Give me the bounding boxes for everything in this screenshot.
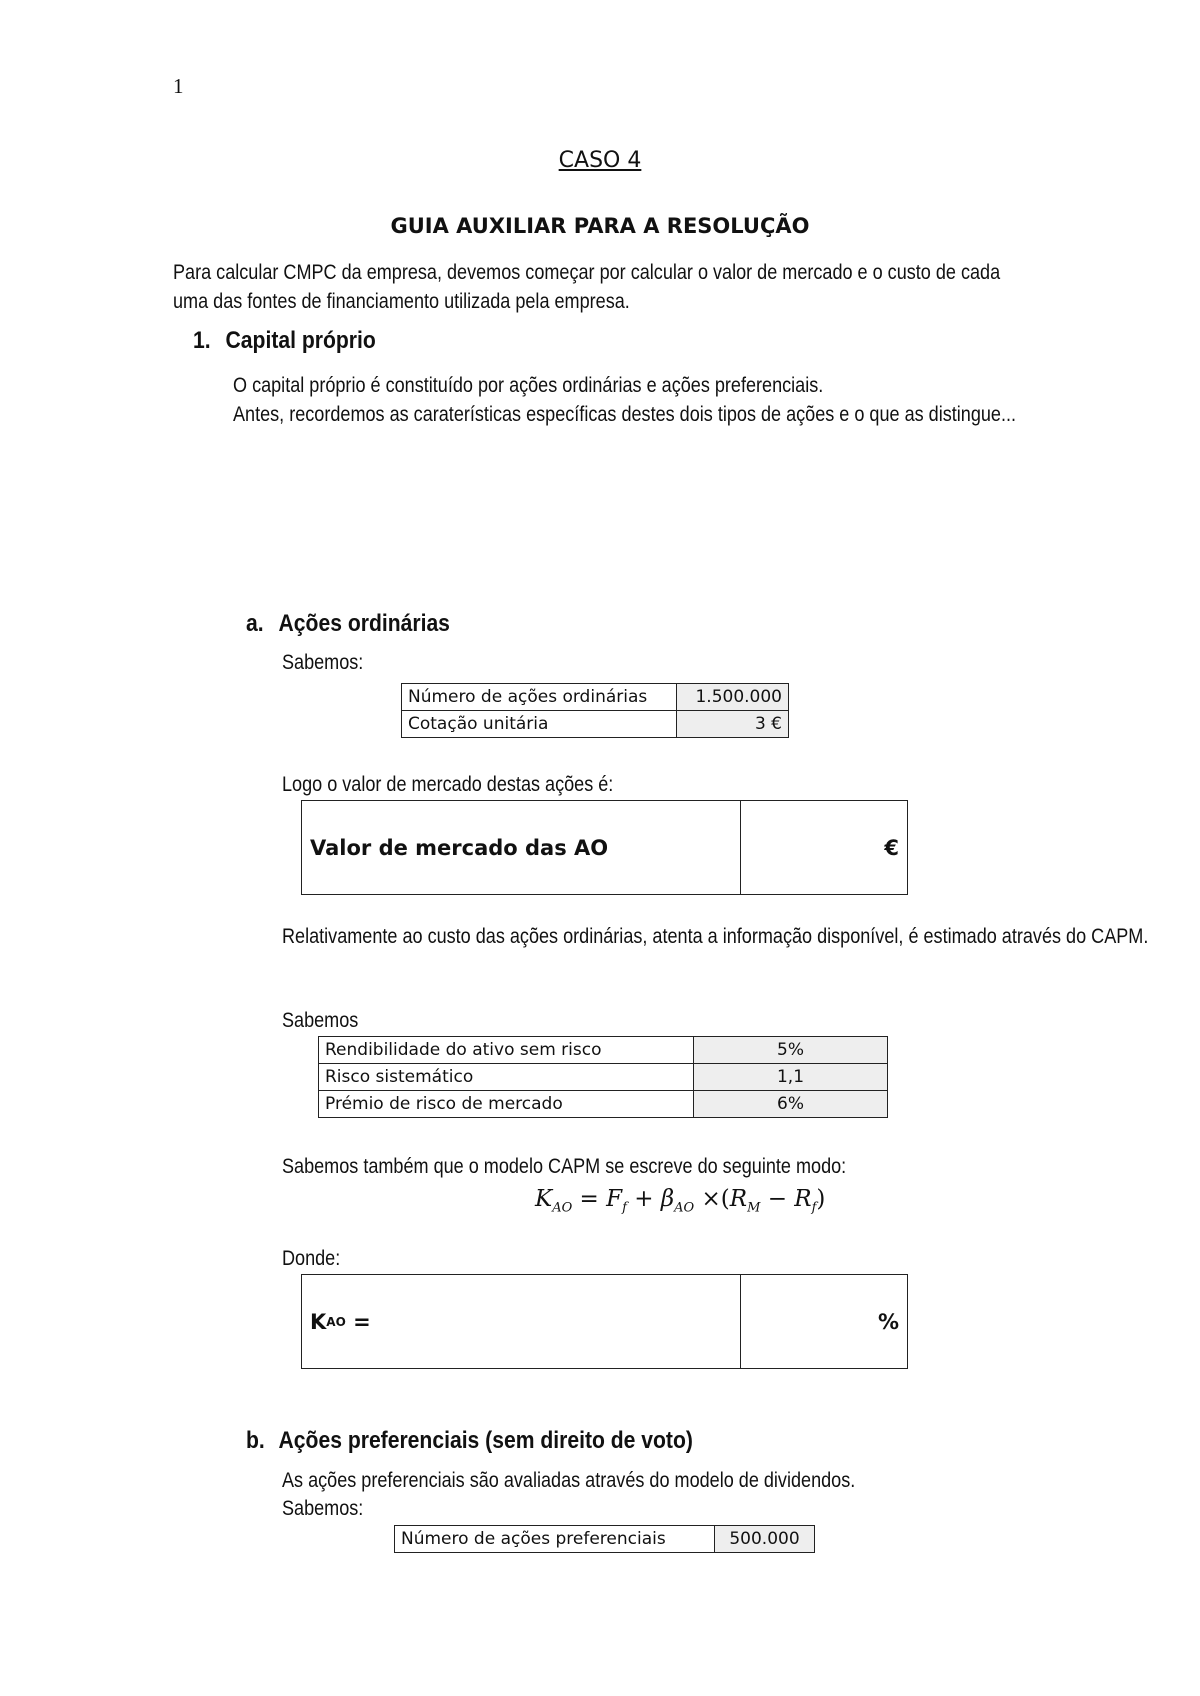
sabemos-label-3: Sabemos: <box>282 1497 364 1520</box>
kao-label-eq: = <box>345 1309 371 1334</box>
section-1-line-2: Antes, recordemos as caraterísticas específicas destes dois tipos de ações e o que as distingue... <box>233 403 1017 426</box>
section-1-number: 1. <box>193 327 211 354</box>
kao-label <box>302 1275 741 1368</box>
section-a-title: Ações ordinárias <box>278 610 450 637</box>
formula-k: K <box>535 1186 553 1212</box>
section-1-line-1: O capital próprio é constituído por ações ordinárias e ações preferenciais. <box>233 374 824 397</box>
formula-rf-sub: f <box>622 1200 627 1216</box>
section-b-title: Ações preferenciais (sem direito de voto) <box>278 1427 693 1454</box>
sabemos-label-1: Sabemos: <box>282 651 364 674</box>
formula-rm-sub: M <box>747 1200 761 1216</box>
intro-paragraph: Para calcular CMPC da empresa, devemos começar por calcular o valor de mercado e o custo de cada uma das fontes de financiamento utilizada pela empresa. <box>173 261 1001 313</box>
table-cell-value: 3 € <box>677 711 789 738</box>
table-row <box>402 711 789 738</box>
logo-text: Logo o valor de mercado destas ações é: <box>282 773 614 796</box>
capm-inputs-table <box>318 1036 888 1118</box>
table-row <box>319 1091 888 1118</box>
capm-text: Sabemos também que o modelo CAPM se escreve do seguinte modo: <box>282 1155 847 1178</box>
table-cell-label: Prémio de risco de mercado <box>319 1091 694 1118</box>
formula-k-sub: AO <box>552 1200 573 1216</box>
formula-rf2-sub: f <box>811 1200 817 1216</box>
table-cell-value: 5% <box>694 1037 888 1064</box>
table-row <box>402 684 789 711</box>
preferred-shares-table <box>394 1525 815 1553</box>
sabemos-label-2: Sabemos <box>282 1009 359 1032</box>
capm-formula: $K_{AO} = F_f + \beta_{AO} \times(R_M - R_f)$ <box>535 1186 826 1216</box>
section-a-letter: a. <box>246 610 264 637</box>
table-row <box>395 1526 815 1553</box>
section-b-letter: b. <box>246 1427 265 1454</box>
table-cell-value: 1,1 <box>694 1064 888 1091</box>
table-row <box>319 1064 888 1091</box>
formula-beta-sub: AO <box>674 1200 695 1216</box>
section-1-title: Capital próprio <box>225 327 376 354</box>
formula-rm: R <box>729 1186 748 1212</box>
market-value-unit: € <box>884 835 899 860</box>
donde-label: Donde: <box>282 1247 341 1270</box>
table-cell-label: Rendibilidade do ativo sem risco <box>319 1037 694 1064</box>
guide-title: GUIA AUXILIAR PARA A RESOLUÇÃO <box>390 214 810 238</box>
table-cell-value: 500.000 <box>715 1526 815 1553</box>
relativamente-text: Relativamente ao custo das ações ordinárias, atenta a informação disponível, é estimado através do CAPM. <box>282 925 1149 948</box>
case-title: CASO 4 <box>558 148 642 173</box>
market-value-answer-box <box>301 800 908 895</box>
section-a-heading <box>246 610 450 638</box>
table-cell-value: 1.500.000 <box>677 684 789 711</box>
kao-unit: % <box>877 1309 899 1334</box>
table-cell-value: 6% <box>694 1091 888 1118</box>
section-1-text <box>233 371 1030 429</box>
ordinary-shares-table <box>401 683 789 738</box>
table-cell-label: Cotação unitária <box>402 711 677 738</box>
table-cell-label: Número de ações ordinárias <box>402 684 677 711</box>
table-row <box>319 1037 888 1064</box>
formula-rf2: R <box>794 1186 812 1212</box>
page-number: 1 <box>173 74 184 98</box>
kao-answer-box <box>301 1274 908 1369</box>
table-cell-label: Número de ações preferenciais <box>395 1526 715 1553</box>
kao-label-main: K <box>310 1309 327 1334</box>
section-b-line-1: As ações preferenciais são avaliadas através do modelo de dividendos. <box>282 1469 856 1492</box>
section-1-heading <box>193 327 376 355</box>
formula-beta: β <box>660 1186 675 1212</box>
kao-label-sub: AO <box>326 1314 346 1329</box>
section-b-heading <box>246 1427 693 1455</box>
table-cell-label: Risco sistemático <box>319 1064 694 1091</box>
formula-rf: F <box>606 1186 623 1212</box>
market-value-label: Valor de mercado das AO <box>302 801 741 894</box>
